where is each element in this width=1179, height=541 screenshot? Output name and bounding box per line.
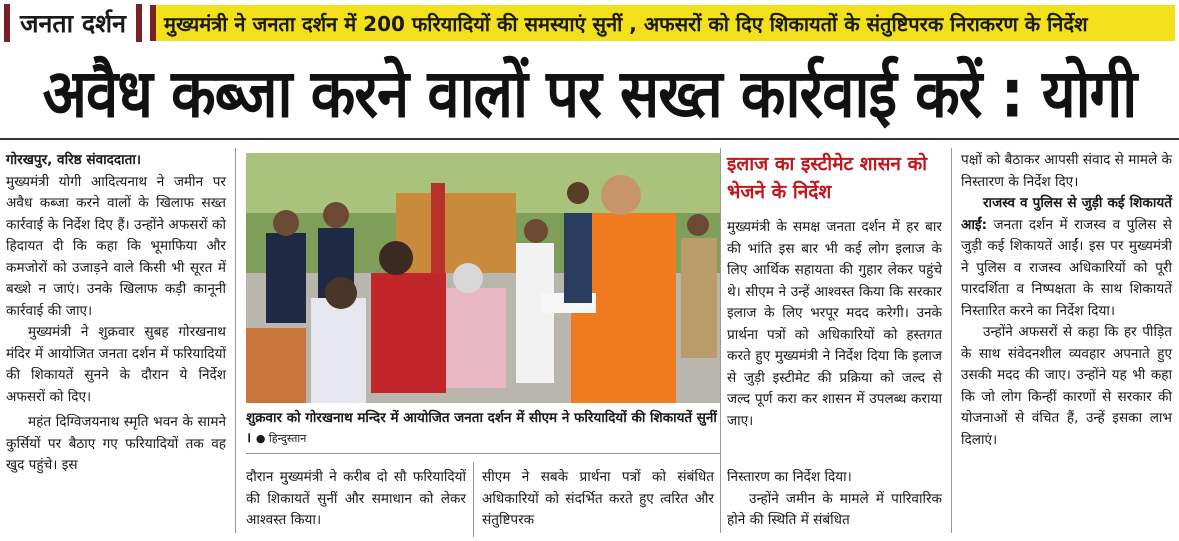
paragraph: मुख्यमंत्री ने शुक्रवार सुबह गोरखनाथ मंदिर में आयोजित जनता दर्शन में फरियादियों की शिकायतें सुनने के दौरान ये निर्देश अफसरों को दिए। bbox=[6, 324, 226, 405]
column-divider bbox=[235, 148, 236, 533]
article-column-3 bbox=[482, 467, 714, 532]
box-subhead: इलाज का इस्टीमेट शासन को भेजने के निर्देश bbox=[727, 153, 928, 203]
paragraph: निस्तारण का निर्देश दिया। bbox=[727, 469, 852, 485]
article-column-2 bbox=[246, 467, 466, 532]
column-divider bbox=[473, 462, 474, 537]
main-headline: अवैध कब्जा करने वालों पर सख्त कार्रवाई करें : योगी bbox=[42, 53, 1137, 132]
article-column-1 bbox=[6, 150, 226, 477]
article-column-4-bottom bbox=[727, 467, 942, 532]
article-column-5 bbox=[961, 150, 1172, 451]
paragraph: मुख्यमंत्री के समक्ष जनता दर्शन में हर बार की भांति इस बार भी कई लोग इलाज के लिए आर्थिक सहायता की गुहार लेकर पहुंचे थे। सीएम ने उन्हें आश्वस्त किया कि सरकार इलाज के लिए भरपूर मदद करेगी। उनके प्रार्थना पत्रों को अधिकारियों को हस्तगत करते हुए मुख्यमंत्री ने निर्देश दिया कि इलाज से जुड़ी इस्टीमेट की प्रक्रिया को जल्द से जल्द पूर्ण करा कर शासन में उपलब्ध कराया जाए। bbox=[727, 219, 942, 429]
column-divider bbox=[720, 148, 721, 533]
header-strap bbox=[0, 0, 1179, 46]
dateline: गोरखपुर, वरिष्ठ संवाददाता। bbox=[6, 152, 142, 168]
inline-subhead: राजस्व व पुलिस से जुड़ी कई शिकायतें आईं: bbox=[961, 195, 1172, 233]
column-divider bbox=[951, 148, 952, 533]
caption-text: शुक्रवार को गोरखनाथ मन्दिर में आयोजित जनता दर्शन में सीएम ने फरियादियों की शिकायतें सुनीं । bbox=[246, 410, 717, 446]
paragraph: पक्षों को बैठाकर आपसी संवाद से मामले के निस्तारण के निर्देश दिए। bbox=[961, 152, 1172, 190]
headline-rule bbox=[0, 138, 1179, 140]
paragraph: उन्होंने अफसरों से कहा कि हर पीड़ित के साथ संवेदनशील व्यवहार अपनाते हुए उसकी मदद की जाए। उन्होंने यह भी कहा कि जो लोग किन्हीं कारणों से सरकार की योजनाओं से वंचित हैं, उन्हें इसका लाभ दिलाएं। bbox=[961, 324, 1172, 448]
paragraph: मुख्यमंत्री योगी आदित्यनाथ ने जमीन पर अवैध कब्जा करने वालों के खिलाफ सख्त कार्रवाई के निर्देश दिए हैं। उन्होंने अफसरों को हिदायत दी कि कहा कि भूमाफिया और कमजोरों को उजाड़ने वाले किसी भी सूरत में बख्शे न जाएं। उनके खिलाफ कड़ी कानूनी कार्रवाई की जाए। bbox=[6, 173, 226, 319]
caption-rule bbox=[246, 453, 720, 454]
paragraph: उन्होंने जमीन के मामले में पारिवारिक होने की स्थिति में संबंधित bbox=[727, 490, 942, 528]
paragraph: दौरान मुख्यमंत्री ने करीब दो सौ फरियादियों की शिकायतें सुनीं और समाधान को लेकर आश्वस्त किया। bbox=[246, 469, 466, 528]
photo-credit: ● हिन्दुस्तान bbox=[255, 432, 307, 445]
kicker-headline: मुख्यमंत्री ने जनता दर्शन में 200 फरियादियों की समस्याएं सुनीं , अफसरों को दिए शिकायतों के संतुष्टिपरक निराकरण के निर्देश bbox=[150, 5, 1175, 41]
section-label: जनता दर्शन bbox=[4, 4, 142, 42]
paragraph: जनता दर्शन में राजस्व व पुलिस से जुड़ी कई शिकायतें आईं। इस पर मुख्यमंत्री ने पुलिस व राजस्व अधिकारियों को पूरी पारदर्शिता व निष्पक्षता के साथ शिकायतें निस्तारित करने का निर्देश दिया। bbox=[961, 216, 1172, 319]
paragraph: सीएम ने सबके प्रार्थना पत्रों को संबंधित अधिकारियों को संदर्भित करते हुए त्वरित और संतुष्टिपरक bbox=[482, 469, 714, 528]
article-column-4 bbox=[727, 217, 942, 432]
photo-caption bbox=[246, 408, 720, 449]
news-photo bbox=[246, 153, 720, 403]
paragraph: महंत दिग्विजयनाथ स्मृति भवन के सामने कुर्सियों पर बैठाए गए फरियादियों तक वह खुद पहुंचे। इस bbox=[6, 414, 226, 473]
